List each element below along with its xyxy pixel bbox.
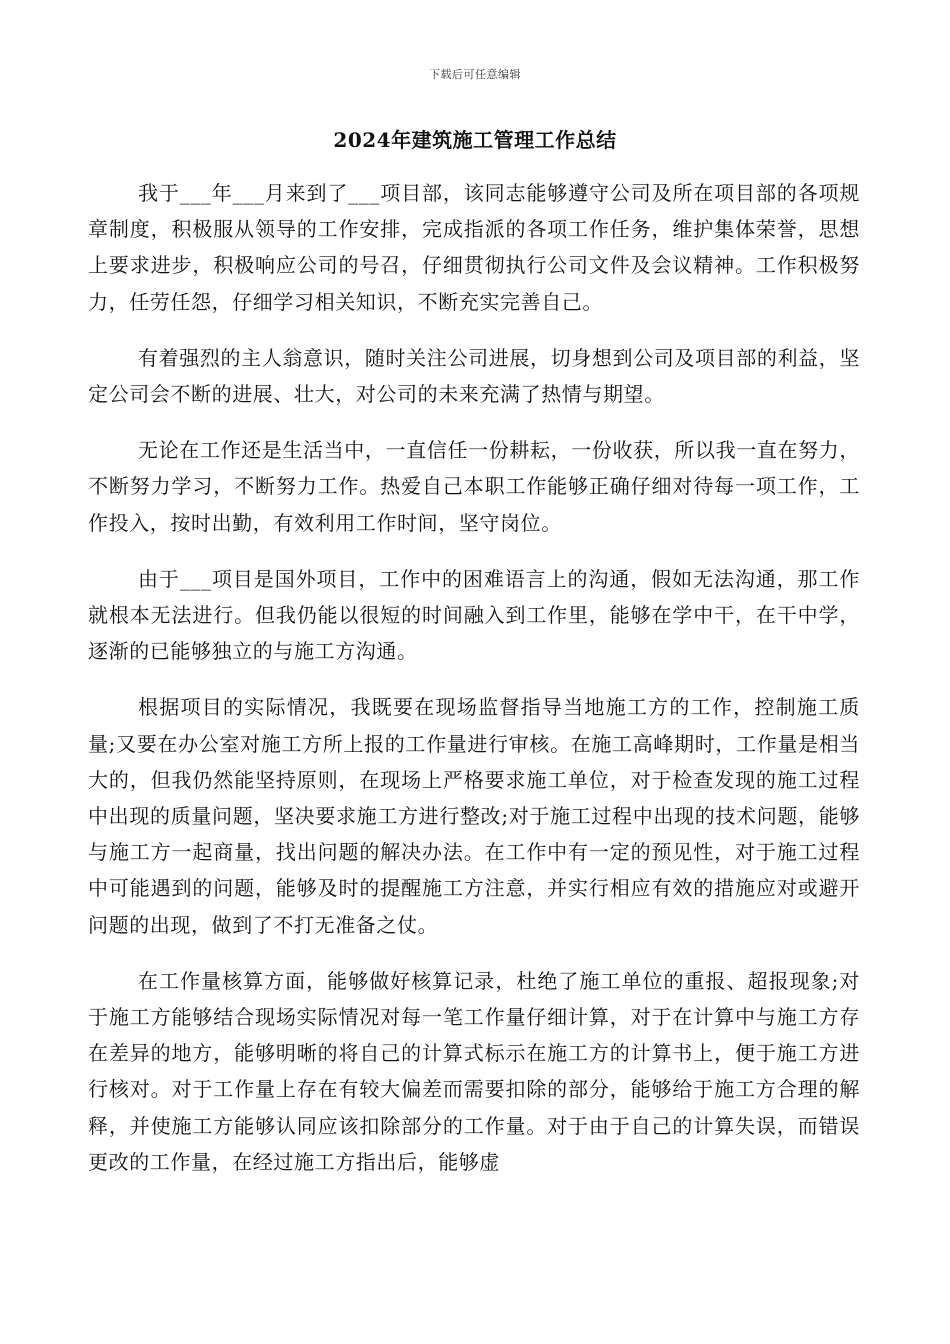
paragraph: 在工作量核算方面，能够做好核算记录，杜绝了施工单位的重报、超报现象;对于施工方能够结合现场实际情况对每一笔工作量仔细计算，对于在计算中与施工方存在差异的地方，能够明晰的将自己的计算式标示在施工方的计算书上，便于施工方进行核对。对于工作量上存在有较大偏差而需要扣除的部分，能够给于施工方合理的解释，并使施工方能够认同应该扣除部分的工作量。对于由于自己的计算失误，而错误更改的工作量，在经过施工方指出后，能够虚 [88, 968, 860, 1174]
paragraph: 无论在工作还是生活当中，一直信任一份耕耘，一份收获，所以我一直在努力，不断努力学习，不断努力工作。热爱自己本职工作能够正确仔细对待每一项工作，工作投入，按时出勤，有效利用工作时间，坚守岗位。 [88, 438, 860, 535]
document-title: 2024年建筑施工管理工作总结 [333, 128, 617, 152]
paragraph: 有着强烈的主人翁意识，随时关注公司进展，切身想到公司及项目部的利益，坚定公司会不断的进展、壮大，对公司的未来充满了热情与期望。 [88, 345, 860, 407]
paragraph: 根据项目的实际情况，我既要在现场监督指导当地施工方的工作，控制施工质量;又要在办公室对施工方所上报的工作量进行审核。在施工高峰期时，工作量是相当大的，但我仍然能坚持原则，在现场上严格要求施工单位，对于检查发现的施工过程中出现的质量问题，坚决要求施工方进行整改;对于施工过程中出现的技术问题，能够与施工方一起商量，找出问题的解决办法。在工作中有一定的预见性，对于施工过程中可能遇到的问题，能够及时的提醒施工方注意，并实行相应有效的措施应对或避开问题的出现，做到了不打无准备之仗。 [88, 695, 860, 937]
paragraph: 我于___年___月来到了___项目部，该同志能够遵守公司及所在项目部的各项规章制度，积极服从领导的工作安排，完成指派的各项工作任务，维护集体荣誉，思想上要求进步，积极响应公司的号召，仔细贯彻执行公司文件及会议精神。工作积极努力，任劳任怨，仔细学习相关知识，不断充实完善自己。 [88, 181, 860, 314]
header-note: 下载后可任意编辑 [429, 68, 521, 81]
document-body [88, 175, 860, 1200]
paragraph: 由于___项目是国外项目，工作中的困难语言上的沟通，假如无法沟通，那工作就根本无法进行。但我仍能以很短的时间融入到工作里，能够在学中干，在干中学，逐渐的已能够独立的与施工方沟通。 [88, 566, 860, 664]
